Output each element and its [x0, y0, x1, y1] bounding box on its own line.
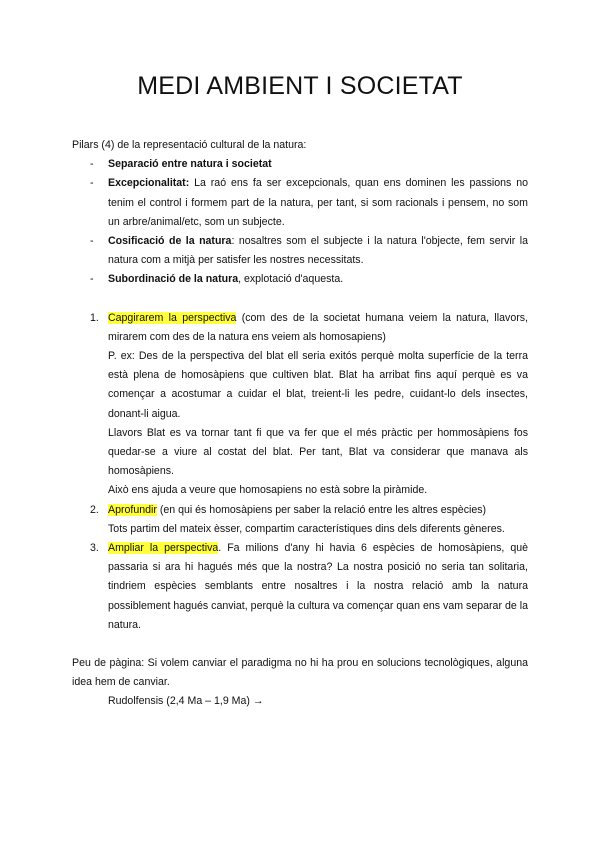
numbered-item [72, 501, 528, 539]
pillars-list [72, 155, 528, 289]
bullet-dash: - [90, 177, 94, 190]
numbered-item [72, 539, 528, 635]
list-item [72, 232, 528, 270]
item-number: 2. [90, 503, 99, 516]
item-paragraph: Tots partim del mateix èsser, compartim característiques dins dels diferents gèneres. [108, 522, 505, 535]
bullet-text: , explotació d'aquesta. [238, 273, 344, 286]
bullet-text: La raó ens fa ser excepcionals, quan ens dominen les passions no tenim el control i formem part de la natura, per tant, si som racionals i pensem, no som un arbre/animal/etc, som un subjecte. [108, 177, 528, 228]
spacer [72, 635, 528, 654]
numbered-item [72, 309, 528, 501]
list-item [72, 270, 528, 289]
item-number: 1. [90, 311, 99, 324]
document-body [72, 136, 528, 712]
item-paragraph: Això ens ajuda a veure que homosapiens no està sobre la piràmide. [108, 484, 428, 497]
item-paragraph: P. ex: Des de la perspectiva del blat ell seria exitós perquè molta superfície de la terra està plena de homosàpiens que cultiven blat. Blat ha arribat fins aquí perquè es va començar a acostumar a cuidar el blat, treient-li les pedre, cuidant-lo dels insectes, donant-li aigua. [108, 350, 528, 420]
numbered-list [72, 309, 528, 635]
bullet-bold: Excepcionalitat: [108, 177, 190, 190]
bullet-bold: Subordinació de la natura [108, 273, 239, 286]
item-text: (com des de la societat humana veiem la natura, llavors, mirarem com des de la natura ens veiem als homosapiens) [108, 311, 528, 343]
highlighted-term: Aprofundir [108, 503, 157, 516]
footer-note: Peu de pàgina: Si volem canviar el paradigma no hi ha prou en solucions tecnològiques, alguna idea hem de canviar. [72, 657, 528, 689]
bullet-bold: Separació entre natura i societat [108, 158, 272, 171]
footer-line: Rudolfensis (2,4 Ma – 1,9 Ma) → [108, 695, 264, 708]
bullet-bold: Cosificació de la natura [108, 235, 232, 248]
item-text: . Fa milions d'any hi havia 6 espècies de homosàpiens, què passaria si ara hi hagués més que la nostra? La nostra posició no seria tan solitaria, tindriem espècies semblants entre nosaltres i la nostra relació amb la natura possiblement hagués canviat, perquè la cultura va començar quan ens vam separar de la natura. [108, 542, 528, 631]
list-item [72, 155, 528, 174]
item-number: 3. [90, 542, 99, 555]
bullet-text: : nosaltres som el subjecte i la natura l'objecte, fem servir la natura com a mitjà per satisfer les nostres necessitats. [108, 235, 528, 267]
item-text: (en qui és homosàpiens per saber la relació entre les altres espècies) [156, 503, 487, 516]
bullet-dash: - [90, 158, 94, 171]
bullet-dash: - [90, 235, 94, 248]
list-item [72, 174, 528, 232]
item-paragraph: Llavors Blat es va tornar tant fi que va fer que el més pràctic per hommosàpiens fos quedar-se a viure al costat del blat. Per tant, Blat va considerar que manava als homosàpiens. [108, 426, 528, 478]
intro-line: Pilars (4) de la representació cultural de la natura: [72, 139, 307, 151]
highlighted-term: Ampliar la perspectiva [108, 542, 219, 555]
page-title: MEDI AMBIENT I SOCIETAT [137, 72, 463, 100]
bullet-dash: - [90, 273, 94, 286]
highlighted-term: Capgirarem la perspectiva [108, 311, 237, 324]
